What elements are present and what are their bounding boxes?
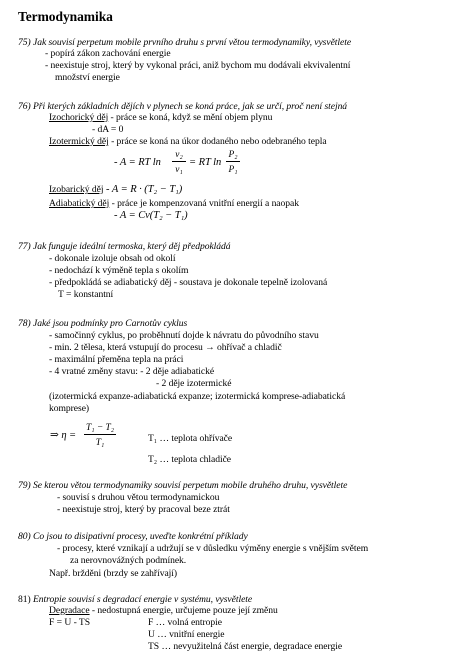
q78-bullet-2: - min. 2 tělesa, která vstupují do procesu → ohřívač a chladič	[49, 342, 282, 353]
carnot-efficiency-lhs: ⇒ η =	[50, 430, 77, 441]
isothermal-frac-v1: v₁	[175, 165, 183, 175]
q78-bullet-5: - 2 děje izotermické	[156, 378, 232, 389]
carnot-frac-bar	[84, 434, 116, 435]
carnot-t1-def: T₁ … teplota ohřívače	[148, 433, 233, 444]
isothermal-frac-bar-2	[226, 161, 240, 162]
isochoric-line	[49, 112, 272, 123]
q80-bullet-1-cont: za nerovnovážných podmínek.	[70, 555, 187, 566]
q77-bullet-2: - nedochází k výměně tepla s okolím	[49, 265, 189, 276]
isochoric-text: - práce se koná, když se mění objem plynu	[108, 112, 273, 123]
isothermal-label: Izotermický děj	[49, 136, 109, 147]
degradation-label: Degradace	[49, 605, 90, 616]
carnot-t2-def: T₂ … teplota chladiče	[148, 454, 232, 465]
q75-bullet-1: - popírá zákon zachování energie	[45, 48, 171, 59]
adiabatic-line	[49, 198, 299, 209]
isothermal-frac-bar-1	[172, 161, 186, 162]
q75-bullet-2-cont: množství energie	[55, 72, 120, 83]
ts-definition: TS … nevyužitelná část energie, degradace energie	[148, 641, 343, 652]
q78-bullet-4: - 4 vratné změny stavu: - 2 děje adiabatické	[49, 366, 215, 377]
isothermal-line	[49, 136, 327, 147]
q80-bullet-1: - procesy, které vznikají a udržují se v důsledku výměny energie s vnějším světem	[57, 543, 369, 554]
q77-bullet-3: - předpokládá se adiabatický děj - soustava je dokonale tepelně izolovaná	[49, 277, 328, 288]
q78-bullet-1: - samočinný cyklus, po proběhnutí dojde k návratu do původního stavu	[49, 330, 319, 341]
degradation-text: - nedostupná energie, určujeme pouze její změnu	[89, 605, 278, 616]
question-81: 81) Entropie souvisí s degradací energie v systému, vysvětlete	[18, 594, 253, 605]
carnot-denominator: T₁	[95, 438, 105, 448]
f-definition: F … volná entropie	[148, 617, 222, 628]
question-75: 75) Jak souvisí perpetum mobile prvního druhu s první větou termodynamiky, vysvětlete	[18, 37, 352, 48]
adiabatic-equation: - A = Cv(T₂ − T₁)	[114, 210, 188, 221]
adiabatic-text: - práce je kompenzovaná vnitřní energií a naopak	[109, 198, 299, 209]
isothermal-eq-part-a: - A = RT ln	[114, 157, 161, 168]
isochoric-label: Izochorický děj	[49, 112, 109, 123]
degradation-line	[49, 605, 278, 616]
q77-constant: T = konstantní	[58, 289, 114, 300]
question-79: 79) Se kterou větou termodynamiky souvisí perpetum mobile druhého druhu, vysvětlete	[18, 480, 348, 491]
free-energy-formula: F = U - TS	[49, 617, 90, 628]
page-title: Termodynamika	[18, 9, 113, 24]
question-77: 77) Jak funguje ideální termoska, který děj předpokládá	[18, 241, 231, 252]
q78-bullet-3: - maximální přeměna tepla na práci	[49, 354, 184, 365]
q78-bullet-7: komprese)	[49, 403, 90, 414]
q75-bullet-2: - neexistuje stroj, který by vykonal práci, aniž bychom mu dodávali ekvivalentní	[45, 60, 351, 71]
question-76: 76) Při kterých základních dějích v plynech se koná práce, jak se určí, proč není stejná	[18, 101, 348, 112]
adiabatic-label: Adiabatický děj	[49, 198, 110, 209]
carnot-numerator: T₁ − T₂	[86, 423, 114, 433]
isobaric-label: Izobarický děj	[49, 184, 104, 195]
question-80: 80) Co jsou to disipativní procesy, uveďte konkrétní příklady	[18, 531, 248, 542]
u-definition: U … vnitřní energie	[148, 629, 225, 640]
question-78: 78) Jaké jsou podmínky pro Carnotův cyklus	[18, 318, 188, 329]
q77-bullet-1: - dokonale izoluje obsah od okolí	[49, 253, 176, 264]
isochoric-equation: - dA = 0	[92, 124, 124, 135]
q79-bullet-2: - neexistuje stroj, který by pracoval beze ztrát	[57, 504, 230, 515]
q78-bullet-6: (izotermická expanze-adiabatická expanze; izotermická komprese-adiabatická	[49, 391, 346, 402]
isobaric-line	[49, 184, 182, 195]
isobaric-equation: - A = R · (T₂ − T₁)	[103, 184, 183, 195]
q80-example: Např. bržděni (brzdy se zahřívají)	[49, 568, 178, 579]
isothermal-frac-p1: P₁	[228, 165, 238, 175]
isothermal-frac-p2: P₂	[228, 150, 238, 160]
isothermal-eq-part-b: = RT ln	[189, 157, 222, 168]
q79-bullet-1: - souvisí s druhou větou termodynamickou	[57, 492, 220, 503]
isothermal-text: - práce se koná na úkor dodaného nebo odebraného tepla	[108, 136, 327, 147]
isothermal-frac-v2: v₂	[175, 150, 183, 160]
